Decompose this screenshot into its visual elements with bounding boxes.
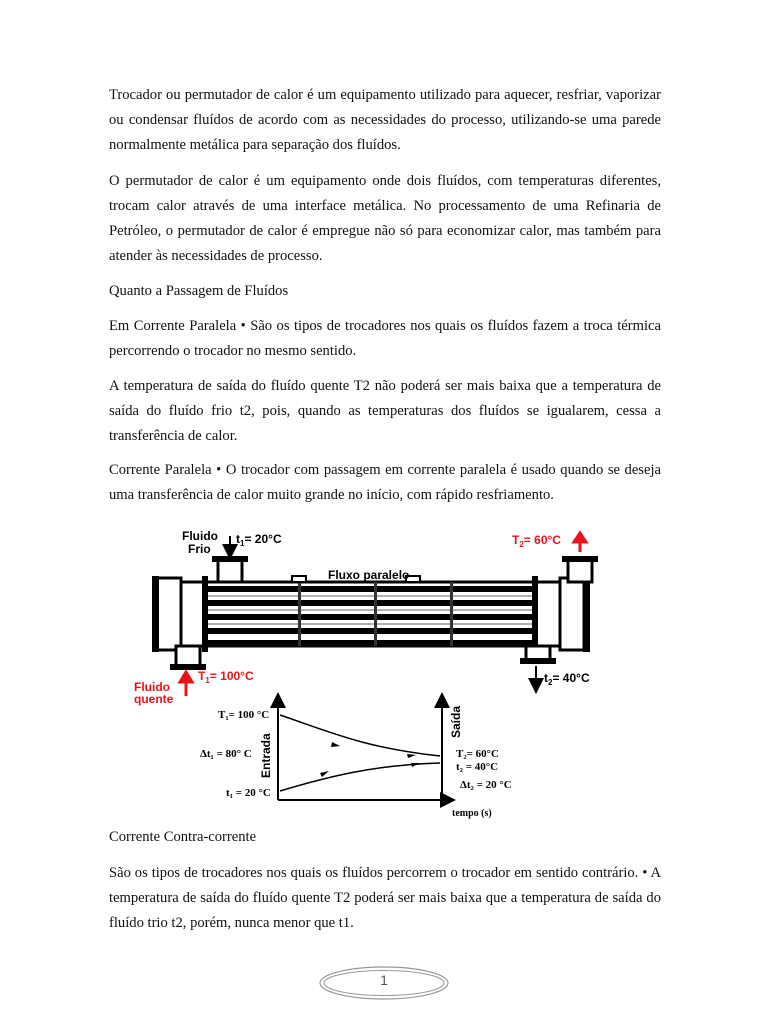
graph-inlet-difference-label: Δt₁ = 80° C bbox=[200, 748, 252, 760]
counter-current-paragraph: São os tipos de trocadores nos quais os fluídos percorrem o trocador em sentido contrário. • A temperatura de saída do fluído quente T2 poderá ser mais baixa que a temperatura de saída do fluído trio t2, porém, nunca menor que t1. bbox=[109, 865, 661, 931]
cold-inlet-nozzle bbox=[212, 556, 248, 582]
graph-hot-outlet-label: T₂= 60°C bbox=[456, 748, 499, 760]
graph-cold-outlet-label: t₂ = 40°C bbox=[456, 761, 499, 773]
hot-curve-arrow bbox=[331, 742, 340, 747]
cold-curve-arrow-end bbox=[411, 763, 420, 767]
cold-fluid-curve bbox=[280, 763, 440, 791]
section-heading-fluid-passage: Quanto a Passagem de Fluídos bbox=[109, 283, 289, 299]
hot-fluid-curve bbox=[280, 715, 440, 756]
hot-inlet-temp: $T_1= 100^\circ C$ bbox=[198, 669, 254, 685]
graph-time-label: tempo (s) bbox=[452, 808, 492, 819]
hot-fluid-label: Fluido bbox=[134, 680, 170, 694]
cold-inlet-temp: $t_1= 20^\circ C$ bbox=[236, 532, 282, 548]
graph-outlet-axis-label: Saída bbox=[449, 705, 463, 738]
parallel-current-paragraph: Em Corrente Paralela • São os tipos de trocadores nos quais os fluídos fazem a troca térmica percorrendo o trocador no mesmo sentido. bbox=[109, 318, 661, 359]
section-heading-counter-current: Corrente Contra-corrente bbox=[109, 829, 257, 845]
exchanger-shell bbox=[152, 576, 590, 652]
graph-cold-inlet-label: t₁ = 20 °C bbox=[226, 787, 271, 799]
outlet-temperature-paragraph: A temperatura de saída do fluído quente T2 não poderá ser mais baixa que a temperatura de saída do fluído frio t2, pois, quando as temperaturas dos fluídos se igualarem, cessa a transferência de calor. bbox=[109, 378, 661, 444]
parallel-use-paragraph: Corrente Paralela • O trocador com passagem em corrente paralela é usado quando se deseja uma transferência de calor muito grande no início, com rápido resfriamento. bbox=[109, 462, 661, 503]
hot-outlet-nozzle bbox=[562, 556, 598, 582]
page-number: 1 bbox=[380, 972, 388, 988]
hot-curve-arrow-end bbox=[407, 754, 416, 758]
hot-inlet-arrow bbox=[180, 672, 192, 696]
cold-curve-arrow bbox=[320, 771, 329, 777]
hot-outlet-temp: $T_2= 60^\circ C$ bbox=[512, 533, 561, 549]
cold-outlet-nozzle bbox=[520, 646, 556, 664]
graph-outlet-difference-label: Δt₂ = 20 °C bbox=[460, 779, 512, 791]
heat-exchanger-diagram bbox=[130, 520, 630, 825]
intro-paragraph: Trocador ou permutador de calor é um equipamento utilizado para aquecer, resfriar, vaporizar ou condensar fluídos de acordo com as necessidades do processo, utilizando-se uma parede normalmente metálica para separação dos fluídos. bbox=[109, 87, 661, 153]
refinery-paragraph: O permutador de calor é um equipamento onde dois fluídos, com temperaturas diferentes, trocam calor através de uma interface metálica. No processamento de uma Refinaria de Petróleo, o permutador de calor é empregue não só para economizar calor, mas também para atender às necessidades de processo. bbox=[109, 173, 661, 264]
graph-hot-inlet-label: T₁= 100 °C bbox=[218, 709, 270, 721]
hot-inlet-nozzle bbox=[170, 646, 206, 670]
cold-fluid-label: Fluido bbox=[182, 529, 218, 543]
hot-fluid-label-line2: quente bbox=[134, 692, 174, 706]
hot-outlet-arrow bbox=[574, 533, 586, 552]
cold-fluid-label-line2: Frio bbox=[188, 542, 211, 556]
temperature-graph bbox=[200, 700, 512, 819]
flow-type-label: Fluxo paralelo bbox=[328, 568, 410, 582]
cold-outlet-temp: $t_2= 40^\circ C$ bbox=[544, 671, 590, 687]
graph-inlet-axis-label: Entrada bbox=[259, 733, 273, 778]
